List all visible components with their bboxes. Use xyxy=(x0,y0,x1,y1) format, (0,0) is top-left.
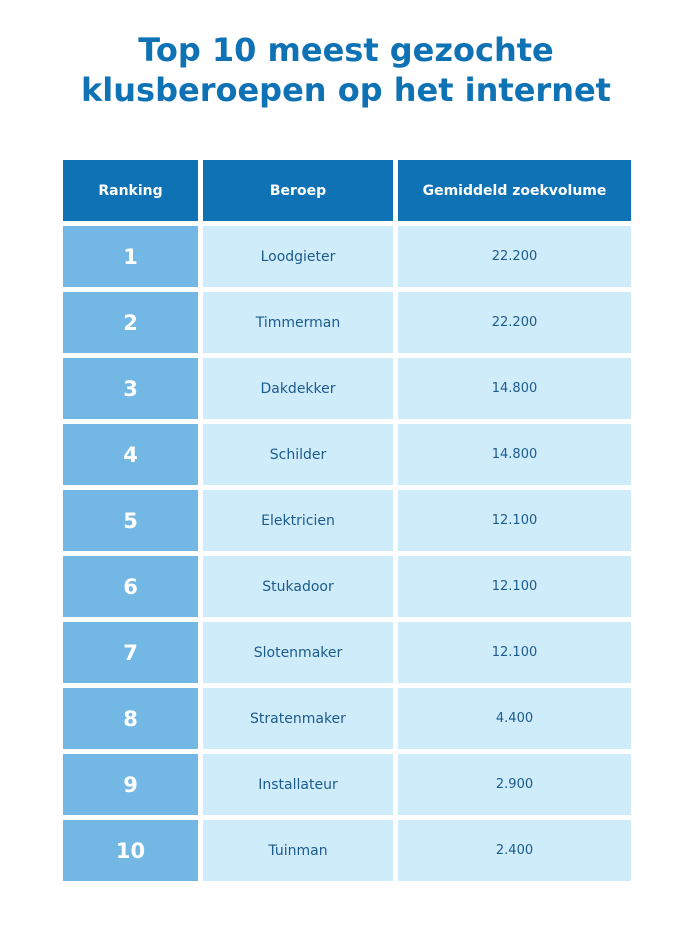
beroep-cell: Tuinman xyxy=(203,820,393,881)
volume-cell: 12.100 xyxy=(398,556,631,617)
volume-cell: 22.200 xyxy=(398,226,631,287)
header-zoekvolume: Gemiddeld zoekvolume xyxy=(398,160,631,221)
table-row xyxy=(63,556,631,617)
beroep-cell: Schilder xyxy=(203,424,393,485)
ranking-table xyxy=(63,160,631,886)
volume-cell: 14.800 xyxy=(398,358,631,419)
rank-cell: 6 xyxy=(63,556,198,617)
header-beroep: Beroep xyxy=(203,160,393,221)
table-row xyxy=(63,358,631,419)
beroep-cell: Stratenmaker xyxy=(203,688,393,749)
beroep-cell: Dakdekker xyxy=(203,358,393,419)
volume-cell: 22.200 xyxy=(398,292,631,353)
table-row xyxy=(63,622,631,683)
header-ranking: Ranking xyxy=(63,160,198,221)
table-row xyxy=(63,820,631,881)
page-title-line-2: klusberoepen op het internet xyxy=(81,71,611,109)
table-row xyxy=(63,292,631,353)
beroep-cell: Stukadoor xyxy=(203,556,393,617)
rank-cell: 1 xyxy=(63,226,198,287)
rank-cell: 9 xyxy=(63,754,198,815)
volume-cell: 12.100 xyxy=(398,622,631,683)
table-row xyxy=(63,424,631,485)
volume-cell: 4.400 xyxy=(398,688,631,749)
rank-cell: 7 xyxy=(63,622,198,683)
beroep-cell: Installateur xyxy=(203,754,393,815)
rank-cell: 5 xyxy=(63,490,198,551)
table-row xyxy=(63,226,631,287)
volume-cell: 12.100 xyxy=(398,490,631,551)
beroep-cell: Slotenmaker xyxy=(203,622,393,683)
volume-cell: 2.900 xyxy=(398,754,631,815)
volume-cell: 14.800 xyxy=(398,424,631,485)
rank-cell: 10 xyxy=(63,820,198,881)
rank-cell: 3 xyxy=(63,358,198,419)
table-row xyxy=(63,688,631,749)
rank-cell: 2 xyxy=(63,292,198,353)
volume-cell: 2.400 xyxy=(398,820,631,881)
beroep-cell: Elektricien xyxy=(203,490,393,551)
rank-cell: 8 xyxy=(63,688,198,749)
beroep-cell: Timmerman xyxy=(203,292,393,353)
table-row xyxy=(63,754,631,815)
table-header-row xyxy=(63,160,631,221)
beroep-cell: Loodgieter xyxy=(203,226,393,287)
page-title xyxy=(0,30,692,110)
page-title-line-1: Top 10 meest gezochte xyxy=(138,31,554,69)
table-row xyxy=(63,490,631,551)
rank-cell: 4 xyxy=(63,424,198,485)
